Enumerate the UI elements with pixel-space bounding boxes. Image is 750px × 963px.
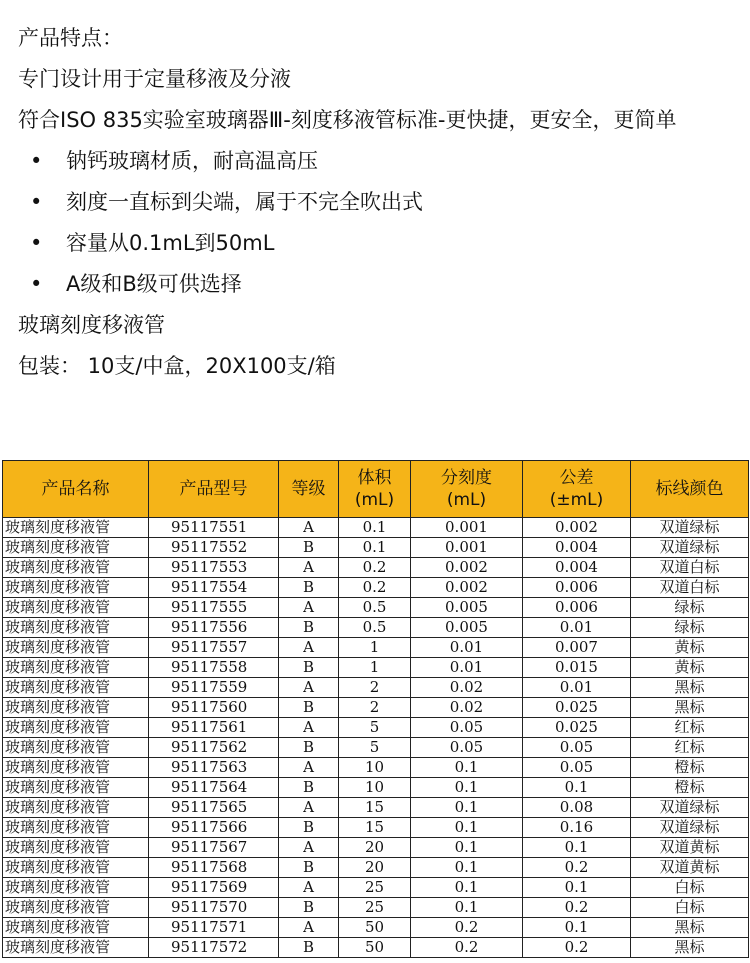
cell-tolerance: 0.08: [523, 798, 631, 818]
cell-model: 95117564: [149, 778, 279, 798]
cell-division: 0.001: [411, 518, 523, 538]
packaging-info: 包装： 10支/中盒，20X100支/箱: [18, 354, 336, 378]
product-features: [18, 18, 738, 387]
table-row: [3, 678, 749, 698]
cell-volume: 25: [339, 878, 411, 898]
cell-product-name: 玻璃刻度移液管: [3, 938, 149, 958]
cell-product-name: 玻璃刻度移液管: [3, 678, 149, 698]
cell-line-color: 双道绿标: [631, 538, 749, 558]
cell-volume: 1: [339, 658, 411, 678]
cell-tolerance: 0.004: [523, 558, 631, 578]
cell-product-name: 玻璃刻度移液管: [3, 578, 149, 598]
bullet-text: 刻度一直标到尖端，属于不完全吹出式: [66, 190, 423, 214]
cell-volume: 0.1: [339, 518, 411, 538]
cell-product-name: 玻璃刻度移液管: [3, 898, 149, 918]
bullet-dot: •: [30, 272, 43, 296]
cell-volume: 1: [339, 638, 411, 658]
cell-line-color: 双道绿标: [631, 518, 749, 538]
cell-model: 95117565: [149, 798, 279, 818]
cell-division: 0.1: [411, 838, 523, 858]
cell-division: 0.002: [411, 578, 523, 598]
cell-tolerance: 0.05: [523, 738, 631, 758]
cell-line-color: 双道绿标: [631, 798, 749, 818]
cell-grade: A: [279, 918, 339, 938]
cell-line-color: 黑标: [631, 918, 749, 938]
cell-grade: B: [279, 778, 339, 798]
cell-model: 95117557: [149, 638, 279, 658]
cell-tolerance: 0.006: [523, 598, 631, 618]
cell-division: 0.005: [411, 598, 523, 618]
cell-product-name: 玻璃刻度移液管: [3, 738, 149, 758]
cell-model: 95117569: [149, 878, 279, 898]
table-row: [3, 738, 749, 758]
cell-volume: 10: [339, 778, 411, 798]
cell-line-color: 双道白标: [631, 558, 749, 578]
cell-line-color: 双道黄标: [631, 858, 749, 878]
cell-volume: 2: [339, 698, 411, 718]
cell-line-color: 黄标: [631, 658, 749, 678]
cell-line-color: 黑标: [631, 698, 749, 718]
table-row: [3, 938, 749, 958]
col-header-color: 标线颜色: [631, 461, 749, 518]
table-row: [3, 718, 749, 738]
cell-model: 95117552: [149, 538, 279, 558]
cell-tolerance: 0.05: [523, 758, 631, 778]
table-row: [3, 838, 749, 858]
cell-product-name: 玻璃刻度移液管: [3, 518, 149, 538]
cell-tolerance: 0.1: [523, 918, 631, 938]
cell-line-color: 双道绿标: [631, 818, 749, 838]
col-header-model: 产品型号: [149, 461, 279, 518]
cell-product-name: 玻璃刻度移液管: [3, 858, 149, 878]
table-row: [3, 638, 749, 658]
cell-volume: 10: [339, 758, 411, 778]
cell-model: 95117553: [149, 558, 279, 578]
cell-volume: 5: [339, 738, 411, 758]
cell-grade: A: [279, 718, 339, 738]
cell-line-color: 橙标: [631, 758, 749, 778]
cell-grade: B: [279, 658, 339, 678]
feature-bullet: [18, 223, 738, 264]
cell-tolerance: 0.2: [523, 858, 631, 878]
cell-division: 0.2: [411, 918, 523, 938]
cell-grade: B: [279, 738, 339, 758]
cell-volume: 0.5: [339, 598, 411, 618]
cell-division: 0.1: [411, 778, 523, 798]
cell-tolerance: 0.007: [523, 638, 631, 658]
cell-model: 95117563: [149, 758, 279, 778]
cell-grade: A: [279, 678, 339, 698]
cell-volume: 0.2: [339, 558, 411, 578]
table-row: [3, 518, 749, 538]
cell-division: 0.02: [411, 698, 523, 718]
cell-line-color: 双道黄标: [631, 838, 749, 858]
cell-line-color: 白标: [631, 898, 749, 918]
spec-table: [2, 460, 749, 958]
cell-division: 0.1: [411, 798, 523, 818]
bullet-dot: •: [30, 231, 43, 255]
cell-product-name: 玻璃刻度移液管: [3, 878, 149, 898]
cell-division: 0.001: [411, 538, 523, 558]
cell-division: 0.05: [411, 738, 523, 758]
cell-tolerance: 0.004: [523, 538, 631, 558]
cell-volume: 5: [339, 718, 411, 738]
cell-volume: 25: [339, 898, 411, 918]
cell-grade: B: [279, 618, 339, 638]
cell-division: 0.02: [411, 678, 523, 698]
cell-product-name: 玻璃刻度移液管: [3, 838, 149, 858]
cell-grade: B: [279, 538, 339, 558]
bullet-dot: •: [30, 190, 43, 214]
cell-grade: B: [279, 578, 339, 598]
cell-model: 95117560: [149, 698, 279, 718]
cell-tolerance: 0.16: [523, 818, 631, 838]
cell-grade: B: [279, 898, 339, 918]
cell-tolerance: 0.006: [523, 578, 631, 598]
cell-product-name: 玻璃刻度移液管: [3, 618, 149, 638]
table-row: [3, 858, 749, 878]
cell-model: 95117559: [149, 678, 279, 698]
cell-tolerance: 0.025: [523, 698, 631, 718]
cell-model: 95117572: [149, 938, 279, 958]
cell-tolerance: 0.2: [523, 938, 631, 958]
cell-product-name: 玻璃刻度移液管: [3, 778, 149, 798]
cell-grade: A: [279, 838, 339, 858]
cell-division: 0.1: [411, 878, 523, 898]
bullet-text: 钠钙玻璃材质，耐高温高压: [66, 149, 318, 173]
cell-model: 95117566: [149, 818, 279, 838]
table-row: [3, 878, 749, 898]
cell-grade: A: [279, 638, 339, 658]
col-header-grade: 等级: [279, 461, 339, 518]
feature-bullet: [18, 141, 738, 182]
cell-grade: A: [279, 518, 339, 538]
cell-model: 95117551: [149, 518, 279, 538]
cell-product-name: 玻璃刻度移液管: [3, 538, 149, 558]
cell-grade: A: [279, 558, 339, 578]
cell-division: 0.05: [411, 718, 523, 738]
cell-grade: B: [279, 818, 339, 838]
cell-line-color: 橙标: [631, 778, 749, 798]
table-header-row: [3, 461, 749, 518]
table-row: [3, 578, 749, 598]
cell-product-name: 玻璃刻度移液管: [3, 718, 149, 738]
table-row: [3, 898, 749, 918]
cell-tolerance: 0.1: [523, 838, 631, 858]
cell-division: 0.01: [411, 638, 523, 658]
cell-volume: 2: [339, 678, 411, 698]
table-row: [3, 778, 749, 798]
cell-volume: 20: [339, 838, 411, 858]
cell-product-name: 玻璃刻度移液管: [3, 558, 149, 578]
cell-volume: 50: [339, 918, 411, 938]
cell-tolerance: 0.015: [523, 658, 631, 678]
cell-volume: 15: [339, 818, 411, 838]
cell-model: 95117567: [149, 838, 279, 858]
table-row: [3, 558, 749, 578]
cell-division: 0.1: [411, 818, 523, 838]
bullet-text: A级和B级可供选择: [66, 272, 242, 296]
cell-product-name: 玻璃刻度移液管: [3, 918, 149, 938]
cell-grade: B: [279, 858, 339, 878]
col-header-volume: 体积 (mL): [339, 461, 411, 518]
cell-product-name: 玻璃刻度移液管: [3, 598, 149, 618]
cell-volume: 0.1: [339, 538, 411, 558]
cell-product-name: 玻璃刻度移液管: [3, 758, 149, 778]
feature-bullet: [18, 182, 738, 223]
col-header-division: 分刻度 (mL): [411, 461, 523, 518]
cell-line-color: 绿标: [631, 618, 749, 638]
cell-model: 95117562: [149, 738, 279, 758]
cell-line-color: 黑标: [631, 938, 749, 958]
table-row: [3, 918, 749, 938]
table-row: [3, 818, 749, 838]
table-row: [3, 758, 749, 778]
cell-tolerance: 0.002: [523, 518, 631, 538]
cell-line-color: 双道白标: [631, 578, 749, 598]
cell-volume: 50: [339, 938, 411, 958]
col-header-tolerance: 公差 (±mL): [523, 461, 631, 518]
cell-division: 0.002: [411, 558, 523, 578]
table-row: [3, 618, 749, 638]
cell-product-name: 玻璃刻度移液管: [3, 638, 149, 658]
cell-division: 0.1: [411, 858, 523, 878]
cell-division: 0.1: [411, 758, 523, 778]
cell-product-name: 玻璃刻度移液管: [3, 798, 149, 818]
cell-line-color: 绿标: [631, 598, 749, 618]
cell-grade: B: [279, 698, 339, 718]
cell-tolerance: 0.1: [523, 778, 631, 798]
cell-grade: A: [279, 798, 339, 818]
cell-line-color: 白标: [631, 878, 749, 898]
cell-tolerance: 0.01: [523, 618, 631, 638]
table-row: [3, 698, 749, 718]
cell-model: 95117555: [149, 598, 279, 618]
cell-volume: 0.5: [339, 618, 411, 638]
cell-tolerance: 0.025: [523, 718, 631, 738]
cell-model: 95117558: [149, 658, 279, 678]
features-heading: 产品特点：: [18, 26, 123, 50]
cell-volume: 20: [339, 858, 411, 878]
cell-tolerance: 0.1: [523, 878, 631, 898]
cell-division: 0.005: [411, 618, 523, 638]
cell-line-color: 黄标: [631, 638, 749, 658]
cell-model: 95117561: [149, 718, 279, 738]
table-row: [3, 798, 749, 818]
feature-purpose: 专门设计用于定量移液及分液: [18, 67, 291, 91]
table-row: [3, 538, 749, 558]
cell-volume: 15: [339, 798, 411, 818]
cell-grade: A: [279, 758, 339, 778]
cell-tolerance: 0.2: [523, 898, 631, 918]
cell-line-color: 黑标: [631, 678, 749, 698]
feature-standard: 符合ISO 835实验室玻璃器Ⅲ-刻度移液管标准-更快捷，更安全，更简单: [18, 108, 677, 132]
cell-model: 95117568: [149, 858, 279, 878]
cell-product-name: 玻璃刻度移液管: [3, 698, 149, 718]
cell-line-color: 红标: [631, 718, 749, 738]
cell-grade: B: [279, 938, 339, 958]
cell-grade: A: [279, 598, 339, 618]
cell-grade: A: [279, 878, 339, 898]
bullet-dot: •: [30, 149, 43, 173]
cell-division: 0.01: [411, 658, 523, 678]
cell-division: 0.2: [411, 938, 523, 958]
bullet-text: 容量从0.1mL到50mL: [66, 231, 275, 255]
cell-division: 0.1: [411, 898, 523, 918]
cell-line-color: 红标: [631, 738, 749, 758]
cell-model: 95117554: [149, 578, 279, 598]
feature-bullet: [18, 264, 738, 305]
cell-model: 95117556: [149, 618, 279, 638]
table-row: [3, 598, 749, 618]
cell-product-name: 玻璃刻度移液管: [3, 658, 149, 678]
cell-tolerance: 0.01: [523, 678, 631, 698]
cell-model: 95117571: [149, 918, 279, 938]
cell-model: 95117570: [149, 898, 279, 918]
table-row: [3, 658, 749, 678]
col-header-name: 产品名称: [3, 461, 149, 518]
cell-volume: 0.2: [339, 578, 411, 598]
product-name: 玻璃刻度移液管: [18, 313, 165, 337]
cell-product-name: 玻璃刻度移液管: [3, 818, 149, 838]
